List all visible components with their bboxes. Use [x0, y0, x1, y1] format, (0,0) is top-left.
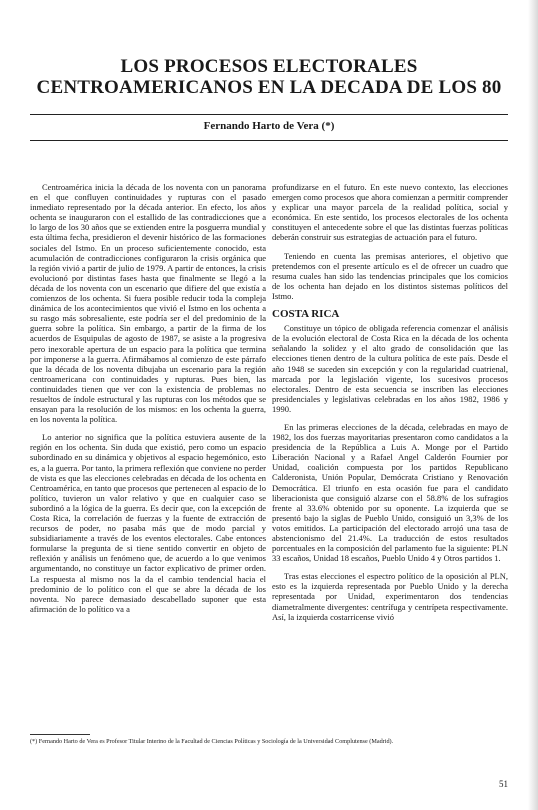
- title-line-2: CENTROAMERICANOS EN LA DECADA DE LOS 80: [36, 77, 502, 98]
- body-paragraph: Centroamérica inicia la década de los noventa con un panorama en el que confluyen continuidades y rupturas con el pasado inmediato representado por la década anterior. En efecto, los años ochenta se inauguraron con el estallido de las contradicciones que a lo largo de los 30 años que se extienden entre la posguerra mundial y esta última fecha, presidieron el devenir histórico de las formaciones sociales del Istmo. En un proceso suficientemente conocido, esta acumulación de contradicciones configuraron la crisis orgánica que la región vivió a partir de julio de 1979. A partir de entonces, la crisis evolucionó por distintas fases hasta que finalmente se llegó a la década de los noventa con un escenario que difiere del que existía a comienzos de los ochenta. Si fuera posible reducir toda la compleja dinámica de los acontecimientos que vivió el Istmo en los ochenta a su rasgo más sobresaliente, este podría ser el del predominio de la guerra sobre la política. Sin embargo, a partir de la firma de los acuerdos de Esquipulas de agosto de 1987, se asiste a la progresiva pero inexorable apertura de un espacio para la política que termina por imponerse a la guerra. Afirmábamos al comienzo de este párrafo que la década de los noventa dibujaba un escenario para la región centroamericana con continuidades y rupturas. Pues bien, las continuidades tienen que ver con la existencia de problemas no resueltos de índole estructural y las rupturas con los métodos que se ensayan para la resolución de los mismos: en los ochenta la guerra, en los noventa la política.: [30, 182, 266, 425]
- left-column: [30, 182, 266, 622]
- article-title: [30, 56, 508, 98]
- body-paragraph: Constituye un tópico de obligada referencia comenzar el análisis de la evolución electoral de Costa Rica en la década de los ochenta señalando la solidez y el alto grado de consolidación que las elecciones tienen dentro de la cultura política de este país. Desde el año 1948 se suceden sin excepción y con la regularidad cuatrienal, marcada por la legislación vigente, los sucesivos procesos electorales. Dentro de esta secuencia se inscriben las elecciones presidenciales y legislativas celebradas en los años 1982, 1986 y 1990.: [272, 323, 508, 414]
- body-paragraph: En las primeras elecciones de la década, celebradas en mayo de 1982, los dos fuerzas mayoritarias presentaron como candidatos a la presidencia de la República a Luis A. Monge por el Partido Liberación Nacional y a Rafael Angel Calderón Fournier por Unidad, coalición compuesta por los partidos Republicano Calderonista, Unión Popular, Demócrata Cristiano y Renovación Democrática. El triunfo en esta ocasión fue para el candidato liberacionista que consiguió alzarse con el 58.8% de los sufragios frente al 33.6% obtenido por su oponente. La izquierda que se presentó bajo la siglas de Pueblo Unido, consiguió un 3,3% de los votos emitidos. La participación del electorado arrojó una tasa de abstencionismo del 21.4%. La traducción de estos resultados porcentuales en la composición del parlamento fue la siguiente: PLN 33 escaños, Unidad 18 escaños, Pueblo Unido 4 y Otros partidos 1.: [272, 421, 508, 564]
- title-rule: [30, 114, 508, 115]
- page-edge-shadow: [528, 0, 538, 810]
- footnote-rule: [30, 734, 90, 735]
- right-column: [272, 182, 508, 630]
- body-paragraph: Lo anterior no significa que la política estuviera ausente de la región en los ochenta. Sin duda que existió, pero como un espacio subordinado en su dinámica y objetivos al espacio hegemónico, esto es, a la guerra. Por tanto, la primera reflexión que conviene no perder de vista es que las elecciones celebradas en década de los ochenta en Centroamérica, en tanto que procesos que pertenecen al espacio de lo político, tuvieron un valor relativo y que en cualquier caso se subordinó a la lógica de la guerra. Es decir que, con la excepción de Costa Rica, la correlación de fuerzas y la fuente de extracción de recursos de poder, no pasaba más que de modo parcial y subsidiariamente a través de los eventos electorales. Cabe entonces formularse la pregunta de si tiene sentido convertir en objeto de reflexión y análisis un fenómeno que, de acuerdo a lo que venimos argumentando, no constituye un factor explicativo de primer orden. La respuesta al mismo nos la da el cambio tendencial hacia el predominio de lo político con el que se abre la década de los noventa. No parece demasiado descabellado suponer que esta afirmación de lo político va a: [30, 432, 266, 614]
- section-heading: COSTA RICA: [272, 308, 340, 321]
- author-line: Fernando Harto de Vera (*): [203, 120, 335, 132]
- body-paragraph: profundizarse en el futuro. En este nuevo contexto, las elecciones emergen como procesos que ahora comienzan a permitir comprender y explicar una mayor parcela de la realidad política, social y económica. En este sentido, los procesos electorales de los ochenta constituyen el antecedente sobre el que las distintas fuerzas políticas deberán construir sus estrategias de actuación para el futuro.: [272, 182, 508, 243]
- footnote: (*) Fernando Harto de Vera es Profesor Titular Interino de la Facultad de Ciencias Políticas y Sociología de la Universidad Complutense (Madrid).: [30, 738, 394, 745]
- author-rule: [30, 140, 508, 141]
- page-number: 51: [499, 779, 508, 789]
- body-paragraph: Teniendo en cuenta las premisas anteriores, el objetivo que pretendemos con el presente artículo es el de ofrecer un cuadro que resuma cuales han sido las tendencias principales que los comicios de los ochenta han dejado en los distintos sistemas políticos del Istmo.: [272, 250, 508, 301]
- body-paragraph: Tras estas elecciones el espectro político de la oposición al PLN, esto es la izquierda representada por Pueblo Unido y la derecha representada por Unidad, experimentaron dos tendencias diametralmente divergentes: centrífuga y centrípeta respectivamente. Así, la izquierda costarricense vivió: [272, 571, 508, 622]
- title-line-1: LOS PROCESOS ELECTORALES: [120, 56, 418, 77]
